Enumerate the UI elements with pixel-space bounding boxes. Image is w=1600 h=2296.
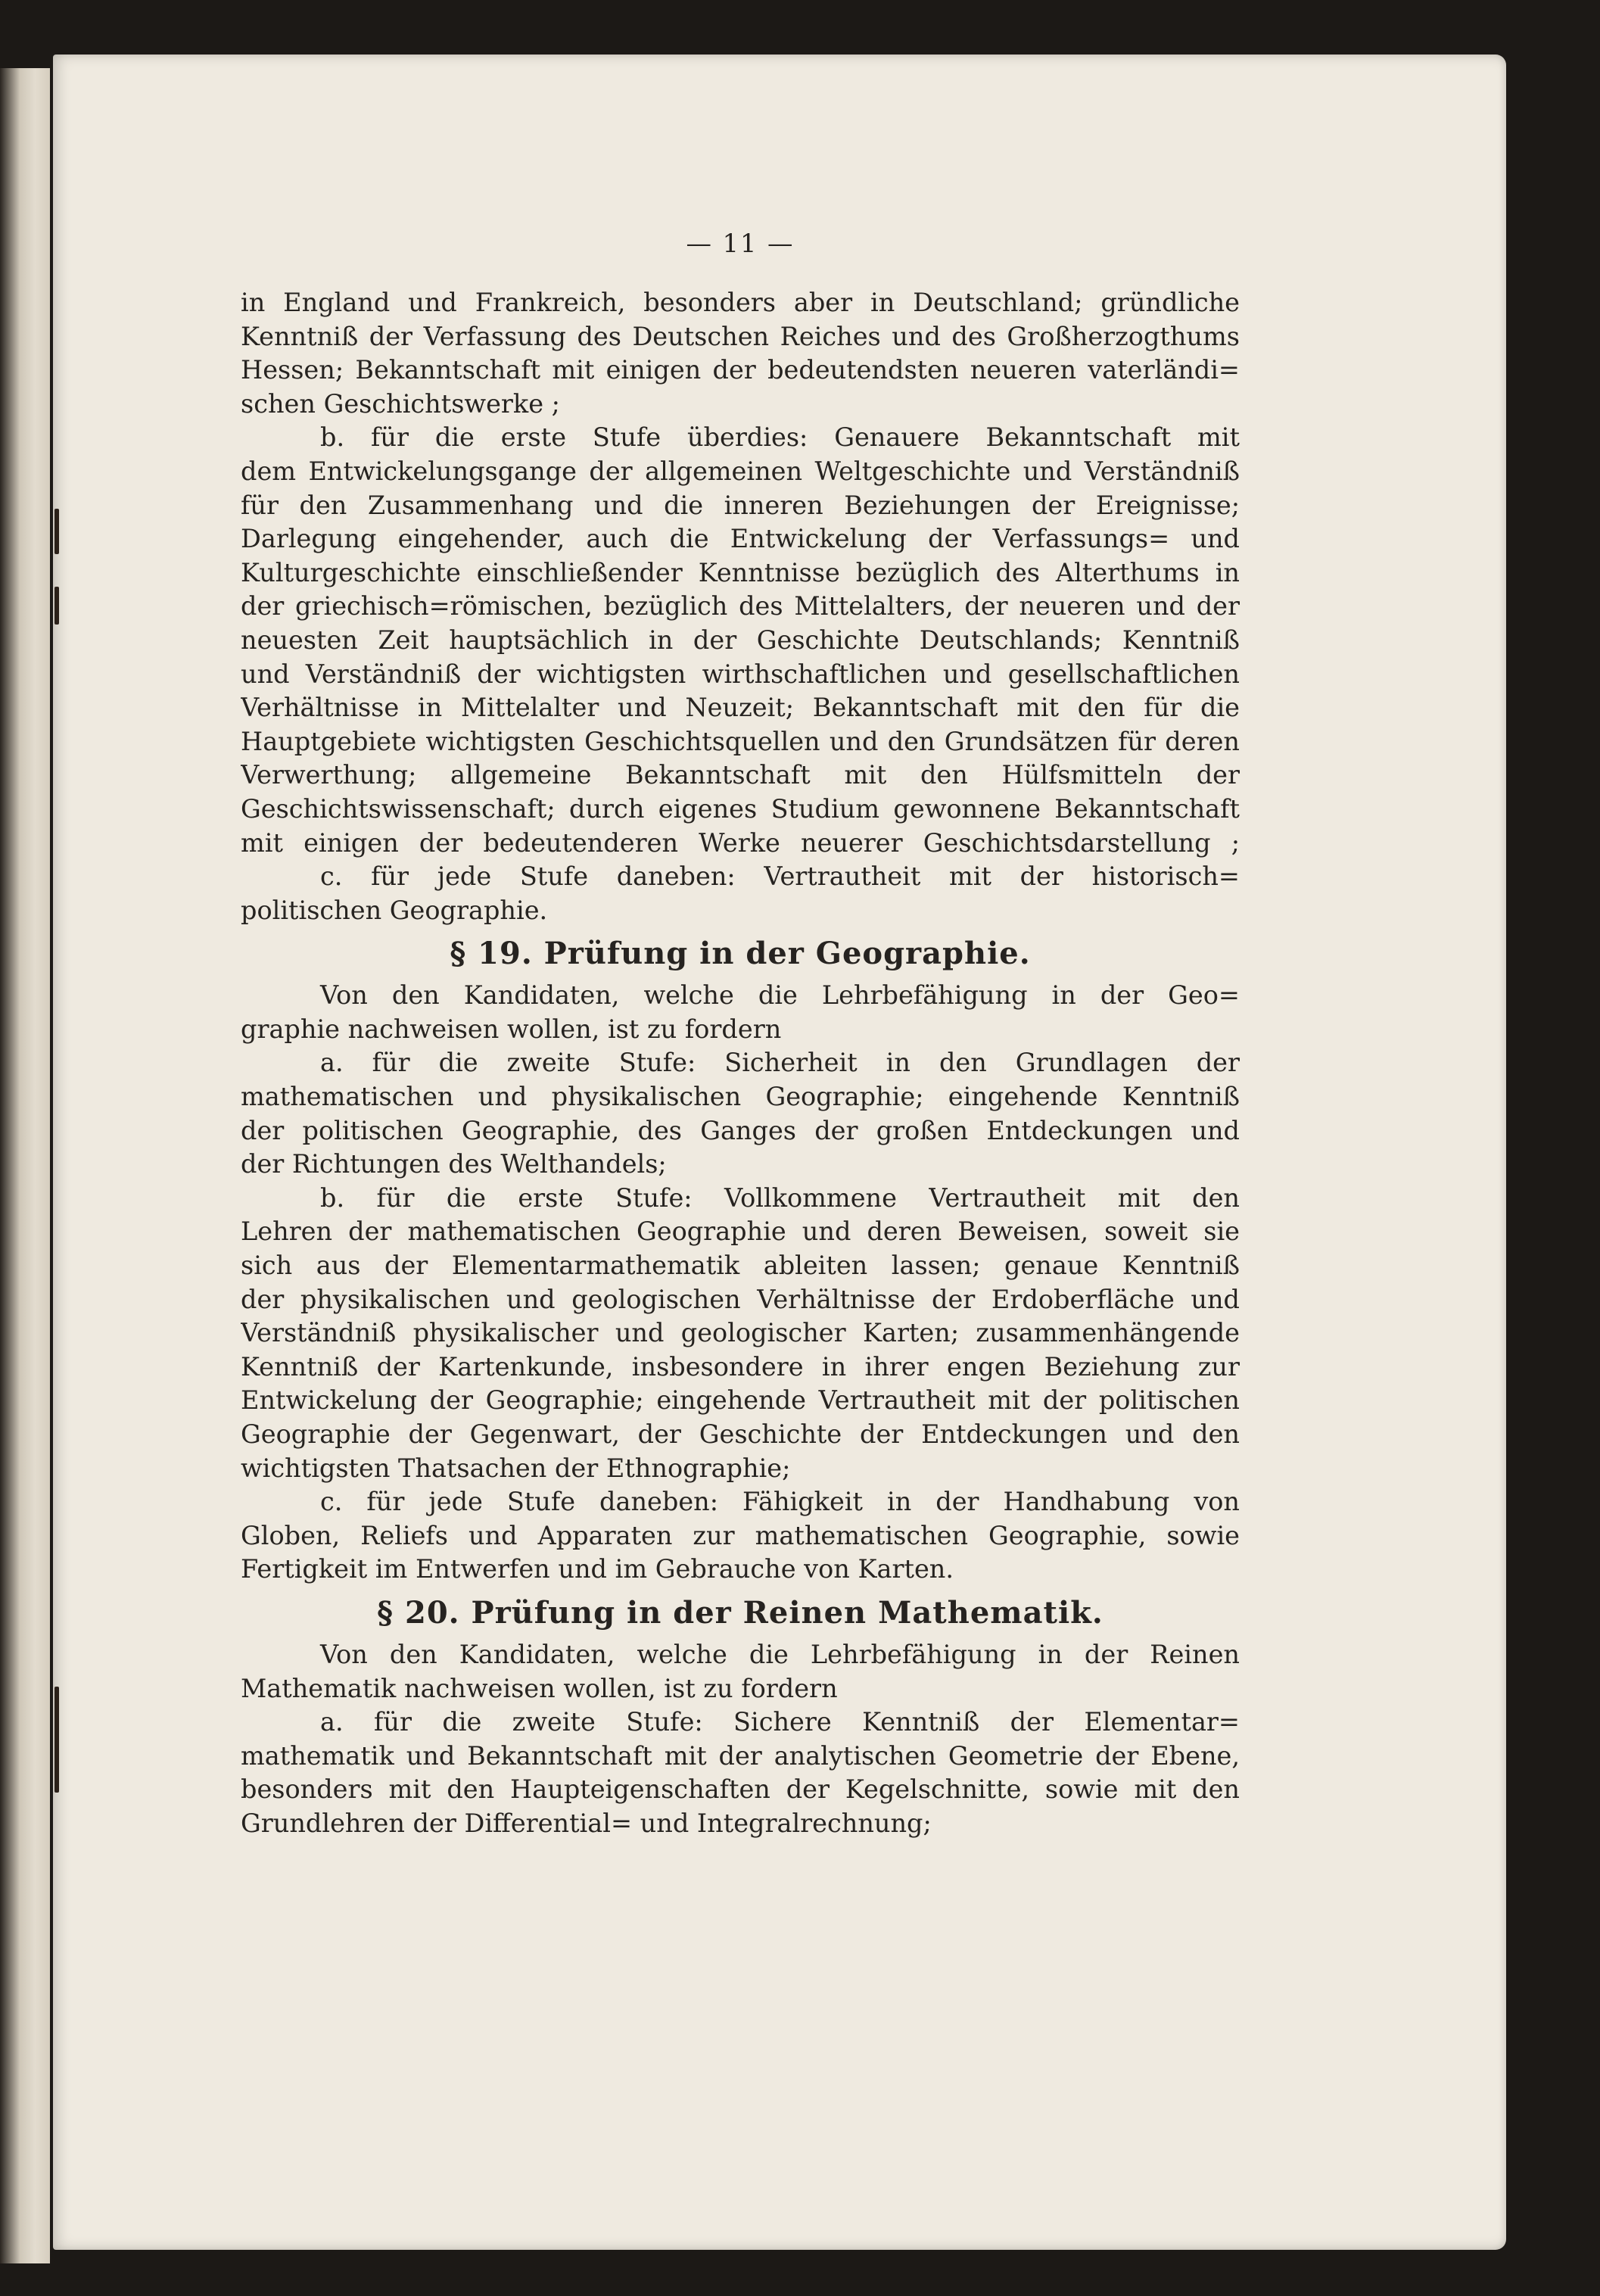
text-line: Verwerthung; allgemeine Bekanntschaft mit den Hülfsmitteln der [241, 760, 1240, 790]
text-line: der politischen Geographie, des Ganges der großen Entdeckungen und [241, 1115, 1240, 1145]
text-line: b. für die erste Stufe überdies: Genauere Bekanntschaft mit [320, 422, 1240, 453]
text-line: mathematik und Bekanntschaft mit der analytischen Geometrie der Ebene, [241, 1740, 1240, 1771]
text-line: mit einigen der bedeutenderen Werke neuerer Geschichtsdarstellung ; [241, 827, 1240, 858]
text-line: der physikalischen und geologischen Verhältnisse der Erdoberfläche und [241, 1284, 1240, 1314]
facing-page-edge [0, 68, 50, 2263]
page-text [241, 227, 1240, 1841]
text-line: Entwickelung der Geographie; eingehende Vertrautheit mit der politischen [241, 1385, 1240, 1416]
text-line: politischen Geographie. [241, 895, 548, 925]
text-line: Mathematik nachweisen wollen, ist zu fordern [241, 1673, 838, 1703]
text-line: Lehren der mathematischen Geographie und deren Beweisen, soweit sie [241, 1217, 1240, 1247]
text-line: schen Geschichtswerke ; [241, 388, 560, 419]
text-line: Hessen; Bekanntschaft mit einigen der bedeutendsten neueren vaterländi= [241, 355, 1240, 385]
section-heading-19: § 19. Prüfung in der Geographie. [450, 936, 1031, 972]
text-line: c. für jede Stufe daneben: Fähigkeit in der Handhabung von [320, 1487, 1240, 1517]
geography-section [241, 979, 1240, 1587]
section-heading-20: § 20. Prüfung in der Reinen Mathematik. [377, 1594, 1104, 1631]
text-line: Von den Kandidaten, welche die Lehrbefähigung in der Geo= [320, 980, 1240, 1011]
text-line: a. für die zweite Stufe: Sicherheit in den Grundlagen der [320, 1048, 1240, 1078]
text-line: Verhältnisse in Mittelalter und Neuzeit; Bekanntschaft mit den für die [241, 693, 1240, 723]
binding-thread-mark [54, 587, 59, 625]
text-line: Kenntniß der Kartenkunde, insbesondere in ihrer engen Beziehung zur [241, 1351, 1240, 1382]
text-line: besonders mit den Haupteigenschaften der Kegelschnitte, sowie mit den [241, 1774, 1240, 1805]
binding-thread-mark [54, 1687, 59, 1793]
binding-thread-mark [54, 509, 59, 554]
text-line: Fertigkeit im Entwerfen und im Gebrauche von Karten. [241, 1554, 954, 1584]
text-line: Grundlehren der Differential= und Integralrechnung; [241, 1808, 932, 1838]
text-line: c. für jede Stufe daneben: Vertrautheit mit der historisch= [320, 861, 1240, 892]
text-line: Geographie der Gegenwart, der Geschichte der Entdeckungen und den [241, 1419, 1240, 1449]
text-line: Globen, Reliefs und Apparaten zur mathematischen Geographie, sowie [241, 1520, 1240, 1550]
history-section-continued [241, 286, 1240, 927]
text-line: dem Entwickelungsgange der allgemeinen Weltgeschichte und Verständniß [241, 456, 1240, 486]
text-line: Von den Kandidaten, welche die Lehrbefähigung in der Reinen [320, 1639, 1240, 1669]
text-line: in England und Frankreich, besonders aber in Deutschland; gründliche [241, 288, 1240, 317]
page-number: — 11 — [686, 229, 795, 258]
text-line: Hauptgebiete wichtigsten Geschichtsquellen und den Grundsätzen für deren [241, 726, 1240, 756]
text-line: Kulturgeschichte einschließender Kenntnisse bezüglich des Alterthums in [241, 557, 1240, 587]
text-line: Darlegung eingehender, auch die Entwickelung der Verfassungs= und [241, 524, 1240, 554]
text-line: mathematischen und physikalischen Geographie; eingehende Kenntniß [241, 1082, 1240, 1112]
text-line: a. für die zweite Stufe: Sichere Kenntniß der Elementar= [320, 1707, 1240, 1737]
text-line: Verständniß physikalischer und geologischer Karten; zusammenhängende [241, 1318, 1240, 1348]
mathematics-section [241, 1638, 1240, 1841]
text-line: wichtigsten Thatsachen der Ethnographie; [241, 1453, 791, 1483]
text-line: Kenntniß der Verfassung des Deutschen Reiches und des Großherzogthums [241, 321, 1240, 351]
text-line: für den Zusammenhang und die inneren Beziehungen der Ereignisse; [241, 490, 1240, 520]
text-line: der griechisch=römischen, bezüglich des Mittelalters, der neueren und der [241, 591, 1240, 622]
text-line: sich aus der Elementarmathematik ableiten lassen; genaue Kenntniß [241, 1251, 1240, 1281]
text-line: graphie nachweisen wollen, ist zu fordern [241, 1014, 782, 1044]
text-line: und Verständniß der wichtigsten wirthschaftlichen und gesellschaftlichen [241, 659, 1240, 689]
text-line: der Richtungen des Welthandels; [241, 1149, 667, 1179]
text-line: neuesten Zeit hauptsächlich in der Geschichte Deutschlands; Kenntniß [241, 625, 1240, 655]
text-line: Geschichtswissenschaft; durch eigenes Studium gewonnene Bekanntschaft [241, 793, 1240, 824]
text-line: b. für die erste Stufe: Vollkommene Vertrautheit mit den [320, 1182, 1240, 1213]
